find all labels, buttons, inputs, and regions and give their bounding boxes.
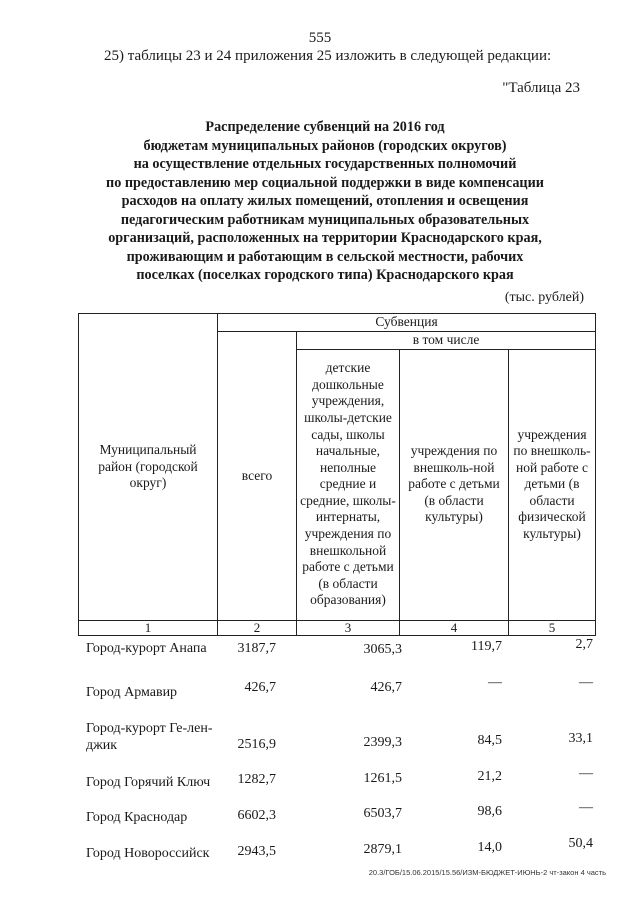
municipality-name: Город Краснодар [86,810,188,825]
table-header [78,313,596,636]
total-value: 2943,5 [237,844,276,859]
education-value: 6503,7 [363,806,402,821]
title-line: поселках (поселках городского типа) Краснодарского края [136,267,514,283]
title-line: расходов на оплату жилых помещений, отопления и освещения [121,193,529,209]
culture-value: 98,6 [477,804,502,819]
total-value: 3187,7 [237,641,276,656]
total-value: 2516,9 [237,737,276,752]
title-line: бюджетам муниципальных районов (городских округов) [143,137,507,154]
culture-value: 84,5 [477,733,502,748]
education-value: 1261,5 [363,771,402,786]
column-number: 5 [509,620,596,635]
education-value: 3065,3 [363,642,402,657]
education-value: 2879,1 [363,842,402,857]
header-education: детские дошкольные учреждения, школы-детские сады, школы начальные, неполные средние и средние, школы-интернаты, учреждения по внешкольной работе с детьми (в области образования) [297,349,400,620]
municipality-name: Город-курорт Ге-ленджик [86,721,213,753]
municipality-name: Город-курорт Анапа [86,641,207,656]
municipality-name: Город Новороссийск [86,846,210,861]
total-value: 426,7 [244,680,276,695]
table-reference: "Таблица 23 [502,80,580,96]
title-line: проживающим и работающим в сельской местности, рабочих [126,248,524,265]
document-footer-code: 20.3/ГОБ/15.06.2015/15.56/ИЗМ-БЮДЖЕТ-ИЮНЬ-2 чт-закон 4 часть [368,868,606,877]
column-number: 4 [400,620,509,635]
column-number: 3 [297,620,400,635]
column-number: 1 [79,620,218,635]
column-number: 2 [218,620,297,635]
header-subvention: Субвенция [218,314,596,332]
units-label: (тыс. рублей) [504,290,584,305]
header-sport: учреждения по внешколь-ной работе с детьми (в области физической культуры) [509,349,596,620]
header-culture: учреждения по внешколь-ной работе с детьми (в области культуры) [400,349,509,620]
culture-value: 21,2 [477,769,502,784]
sport-value: 50,4 [568,836,593,851]
title-line: педагогическим работникам муниципальных образовательных [120,211,530,228]
sport-value: 33,1 [568,731,593,746]
total-value: 1282,7 [237,772,276,787]
header-municipality: Муниципальный район (городской округ) [79,314,218,621]
sport-value: — [579,675,593,690]
culture-value: 119,7 [471,639,502,654]
title-line: на осуществление отдельных государственных полномочий [133,156,517,172]
sport-value: 2,7 [575,637,593,652]
municipality-name: Город Горячий Ключ [86,775,211,790]
sport-value: — [579,800,593,815]
header-including: в том числе [297,332,596,350]
title-line: Распределение субвенций на 2016 год [205,119,445,135]
municipality-name: Город Армавир [86,685,178,700]
header-total: всего [218,332,297,621]
page-number: 555 [308,30,332,46]
education-value: 2399,3 [363,735,402,750]
intro-text: 25) таблицы 23 и 24 приложения 25 изложить в следующей редакции: [104,48,552,64]
total-value: 6602,3 [237,808,276,823]
document-title [80,118,570,285]
title-line: по предоставлению мер социальной поддержки в виде компенсации [106,174,544,191]
culture-value: 14,0 [477,840,502,855]
sport-value: — [579,766,593,781]
education-value: 426,7 [370,680,402,695]
culture-value: — [488,675,502,690]
title-line: организаций, расположенных на территории Краснодарского края, [108,230,542,246]
